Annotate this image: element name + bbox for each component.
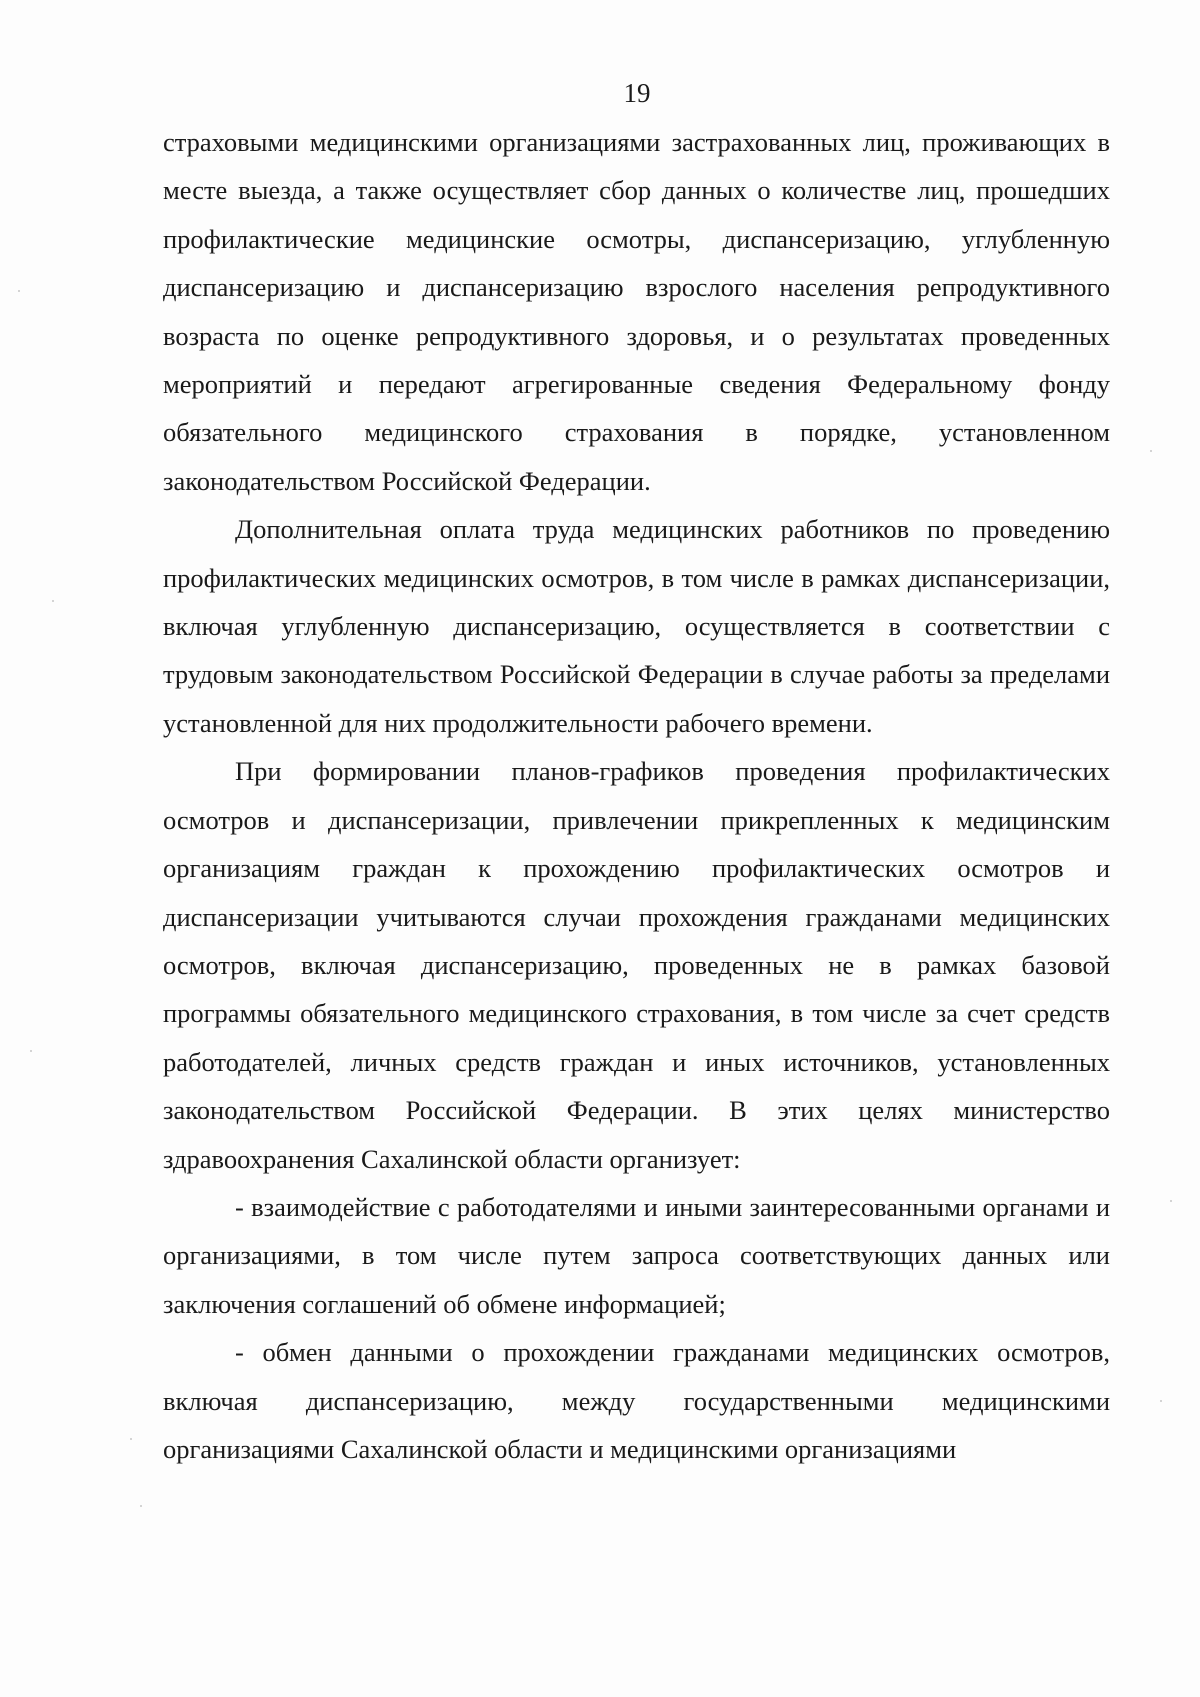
- paragraph-5-list-item-data-exchange: - обмен данными о прохождении гражданами медицинских осмотров, включая диспансеризацию, между государственными медицинскими организациями Сахалинской области и медицинскими организациями: [163, 1337, 1110, 1464]
- paragraph-3-schedules: При формировании планов-графиков проведения профилактических осмотров и диспансеризации, привлечении прикрепленных к медицинским организациям граждан к прохождению профилактических осмотров и диспансеризации учитываются случаи прохождения гражданами медицинских осмотров, включая диспансеризацию, проведенных не в рамках базовой программы обязательного медицинского страхования, в том числе за счет средств работодателей, личных средств граждан и иных источников, установленных законодательством Российской Федерации. В этих целях министерство здравоохранения Сахалинской области организует:: [163, 756, 1110, 1174]
- page-number: 19: [623, 78, 651, 108]
- paragraph-1-continuation: страховыми медицинскими организациями застрахованных лиц, проживающих в месте выезда, а также осуществляет сбор данных о количестве лиц, прошедших профилактические медицинские осмотры, диспансеризацию, углубленную диспансеризацию и диспансеризацию взрослого населения репродуктивного возраста по оценке репродуктивного здоровья, и о результатах проведенных мероприятий и передают агрегированные сведения Федеральному фонду обязательного медицинского страхования в порядке, установленном законодательством Российской Федерации.: [163, 127, 1110, 496]
- scan-speck: [18, 290, 20, 292]
- scan-speck: [130, 1438, 132, 1440]
- scan-speck: [30, 1050, 32, 1052]
- scan-speck: [140, 1505, 142, 1507]
- paragraph-2-additional-pay: Дополнительная оплата труда медицинских работников по проведению профилактических медицинских осмотров, в том числе в рамках диспансеризации, включая углубленную диспансеризацию, осуществляется в соответствии с трудовым законодательством Российской Федерации в случае работы за пределами установленной для них продолжительности рабочего времени.: [163, 514, 1110, 738]
- body-text: [163, 118, 1110, 1473]
- scan-speck: [52, 600, 54, 602]
- paragraph-4-list-item-interaction: - взаимодействие с работодателями и иными заинтересованными органами и организациями, в том числе путем запроса соответствующих данных или заключения соглашений об обмене информацией;: [163, 1191, 1110, 1319]
- scan-speck: [1150, 450, 1152, 452]
- scan-speck: [1170, 1200, 1172, 1202]
- scan-speck: [1160, 1400, 1162, 1402]
